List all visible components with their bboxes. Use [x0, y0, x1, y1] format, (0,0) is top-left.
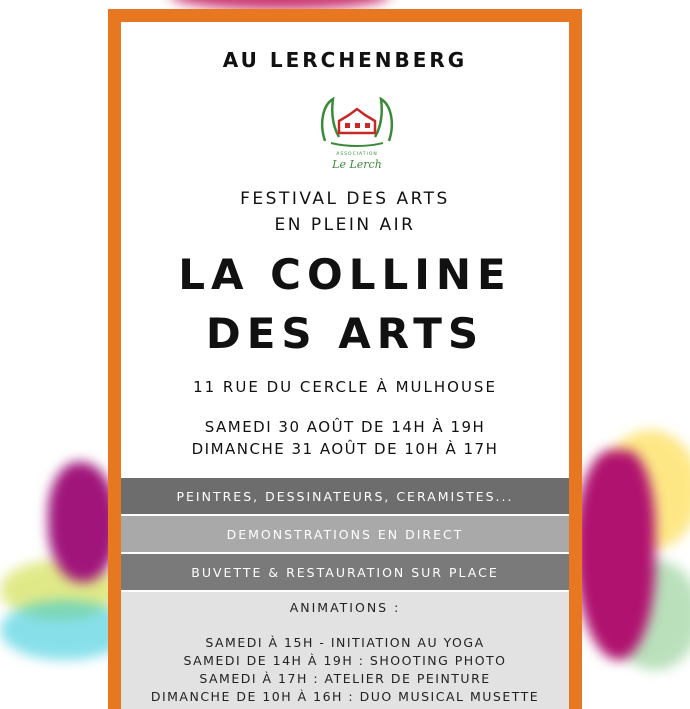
festival-line-1: FESTIVAL DES ARTS [240, 189, 450, 209]
animation-item: SAMEDI À 17H : ATELIER DE PEINTURE [199, 671, 491, 686]
ink-splash-right-magenta [575, 450, 655, 660]
festival-line-2: EN PLEIN AIR [274, 215, 416, 235]
event-poster [108, 9, 582, 709]
logo-name: Le Lerch [332, 158, 382, 171]
event-title-line-2: DES ARTS [205, 309, 485, 358]
band-refreshments: BUVETTE & RESTAURATION SUR PLACE [121, 554, 569, 590]
date-sunday: DIMANCHE 31 AOÛT DE 10H À 17H [191, 440, 499, 458]
association-logo [317, 93, 397, 173]
animations-section [121, 592, 569, 709]
logo-window-left [345, 123, 350, 128]
logo-ground-line [331, 143, 383, 146]
logo-association-label: ASSOCIATION [336, 152, 378, 157]
logo-right-wing [375, 99, 392, 141]
venue-heading: AU LERCHENBERG [222, 48, 468, 72]
band-demonstrations: DEMONSTRATIONS EN DIRECT [121, 516, 569, 552]
animations-title: ANIMATIONS : [289, 600, 401, 615]
date-saturday: SAMEDI 30 AOÛT DE 14H À 19H [204, 418, 486, 436]
logo-left-wing [322, 99, 339, 141]
animation-item: SAMEDI À 15H - INITIATION AU YOGA [205, 635, 485, 650]
band-artists: PEINTRES, DESSINATEURS, CERAMISTES... [121, 478, 569, 514]
event-address: 11 RUE DU CERCLE À MULHOUSE [193, 378, 497, 396]
logo-window-middle [355, 123, 360, 128]
logo-house [339, 109, 375, 133]
logo-window-right [365, 123, 370, 128]
event-title-line-1: LA COLLINE [178, 250, 512, 299]
animation-item: SAMEDI DE 14H À 19H : SHOOTING PHOTO [183, 653, 507, 668]
animation-item: DIMANCHE DE 10H À 16H : DUO MUSICAL MUSETTE [150, 689, 540, 704]
